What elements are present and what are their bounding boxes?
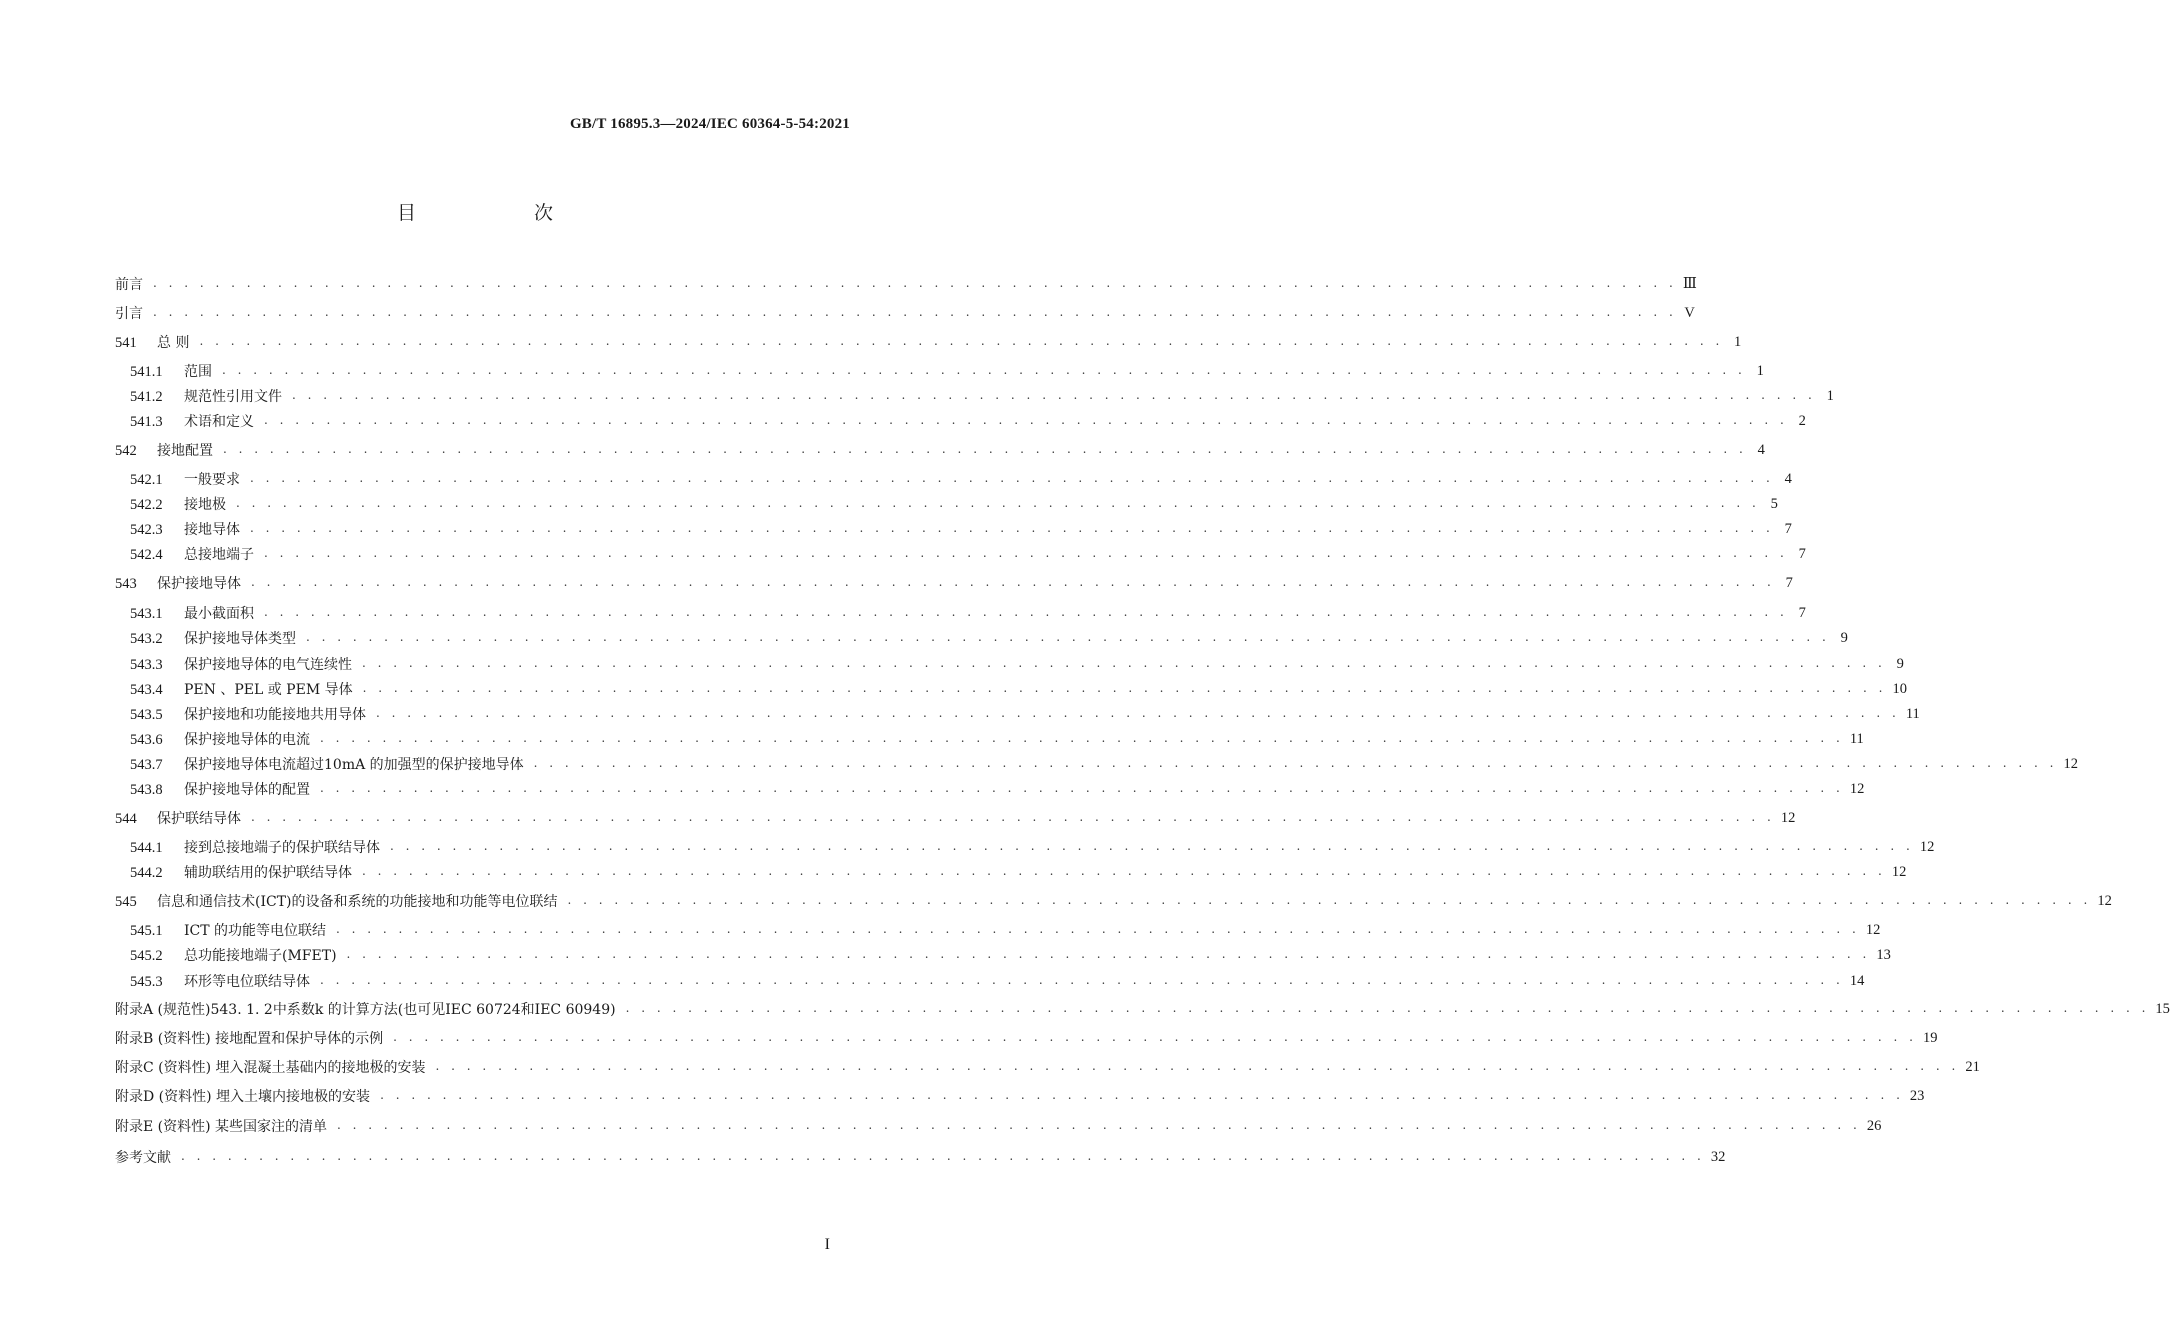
toc-entry-number: 545.2 bbox=[130, 948, 163, 964]
dot-leader: . . . . . . . . . . . . . . . . . . . . . . . . . . . . . . . . . . . . . . . . . . . . . . . . . . . . . . . . . . . . . . . . . . . . . . . . . . . . . . . . . . . . . . . . . . . . . . . . . . bbox=[236, 496, 1760, 510]
toc-entry-label bbox=[115, 999, 616, 1019]
standard-code: GB/T 16895.3—2024/IEC 60364-5-54:2021 bbox=[569, 116, 850, 132]
toc-entry-label bbox=[130, 519, 240, 539]
toc-entry-number: 541.3 bbox=[130, 414, 163, 430]
dot-leader: . . . . . . . . . . . . . . . . . . . . . . . . . . . . . . . . . . . . . . . . . . . . . . . . . . . . . . . . . . . . . . . . . . . . . . . . . . . . . . . . . . . . . . . . . . . . . . . . . . bbox=[380, 1088, 1904, 1102]
toc-entry-page: 9 bbox=[1896, 655, 1904, 672]
toc-entry-page: 12 bbox=[2063, 755, 2078, 772]
toc-entry-title: 前言 bbox=[115, 277, 143, 293]
toc-entry[interactable] bbox=[115, 1084, 1925, 1108]
toc-entry-page: 7 bbox=[1798, 545, 1806, 562]
toc-entry-label bbox=[130, 920, 326, 940]
toc-entry[interactable] bbox=[115, 1145, 1726, 1169]
toc-entry-page: 5 bbox=[1770, 495, 1778, 512]
toc-entry-page: 7 bbox=[1798, 604, 1806, 621]
toc-entry-label bbox=[130, 654, 352, 674]
toc-entry-number: 542.2 bbox=[130, 497, 163, 513]
dot-leader: . . . . . . . . . . . . . . . . . . . . . . . . . . . . . . . . . . . . . . . . . . . . . . . . . . . . . . . . . . . . . . . . . . . . . . . . . . . . . . . . . . . . . . . . . . . . . . . . . . bbox=[376, 706, 1900, 720]
toc-entry-label bbox=[130, 361, 212, 381]
toc-entry-number: 544 bbox=[115, 811, 137, 827]
dot-leader: . . . . . . . . . . . . . . . . . . . . . . . . . . . . . . . . . . . . . . . . . . . . . . . . . . . . . . . . . . . . . . . . . . . . . . . . . . . . . . . . . . . . . . . . . . . . . . . . . . bbox=[320, 731, 1844, 745]
toc-entry-page: V bbox=[1684, 304, 1695, 321]
toc-entry[interactable] bbox=[130, 542, 1806, 566]
dot-leader: . . . . . . . . . . . . . . . . . . . . . . . . . . . . . . . . . . . . . . . . . . . . . . . . . . . . . . . . . . . . . . . . . . . . . . . . . . . . . . . . . . . . . . . . . . . . . . . . . . bbox=[435, 1059, 1960, 1073]
toc-entry[interactable] bbox=[130, 860, 1907, 884]
toc-entry-title: 附录D (资料性) 埋入土壤内接地极的安装 bbox=[115, 1089, 371, 1105]
toc-entry-label bbox=[115, 1086, 370, 1106]
toc-entry-title: 保护接地导体的配置 bbox=[184, 782, 310, 798]
toc-entry-label bbox=[130, 779, 310, 799]
toc-entry-title: 总 则 bbox=[157, 335, 190, 351]
toc-entry[interactable] bbox=[130, 601, 1806, 625]
toc-entry-label bbox=[130, 494, 226, 514]
toc-entry-title: 保护接地导体的电流 bbox=[184, 732, 310, 748]
toc-entry-page: 23 bbox=[1909, 1087, 1925, 1104]
toc-entry-label bbox=[115, 1147, 171, 1167]
toc-entry-page: 1 bbox=[1826, 387, 1834, 404]
toc-entry-label bbox=[115, 1028, 383, 1048]
dot-leader: . . . . . . . . . . . . . . . . . . . . . . . . . . . . . . . . . . . . . . . . . . . . . . . . . . . . . . . . . . . . . . . . . . . . . . . . . . . . . . . . . . . . . . . . . . . . . . . . . . bbox=[264, 413, 1788, 427]
toc-entry-label bbox=[115, 1057, 426, 1077]
toc-entry-number: 543.4 bbox=[130, 682, 163, 698]
toc-entry-label bbox=[115, 303, 143, 323]
toc-entry-page: 12 bbox=[1919, 838, 1935, 855]
dot-leader: . . . . . . . . . . . . . . . . . . . . . . . . . . . . . . . . . . . . . . . . . . . . . . . . . . . . . . . . . . . . . . . . . . . . . . . . . . . . . . . . . . . . . . . . . . . . . . . . . . bbox=[181, 1149, 1705, 1163]
dot-leader: . . . . . . . . . . . . . . . . . . . . . . . . . . . . . . . . . . . . . . . . . . . . . . . . . . . . . . . . . . . . . . . . . . . . . . . . . . . . . . . . . . . . . . . . . . . . . . . . . . bbox=[153, 305, 1677, 319]
toc-entry-label bbox=[130, 603, 254, 623]
toc-entry-title: 总功能接地端子(MFET) bbox=[184, 948, 337, 964]
toc-entry-page: 12 bbox=[1849, 780, 1865, 797]
dot-leader: . . . . . . . . . . . . . . . . . . . . . . . . . . . . . . . . . . . . . . . . . . . . . . . . . . . . . . . . . . . . . . . . . . . . . . . . . . . . . . . . . . . . . . . . . . . . . . . . . . bbox=[223, 442, 1747, 456]
toc-entry-page: 4 bbox=[1784, 470, 1792, 487]
toc-entry[interactable] bbox=[130, 702, 1920, 726]
dot-leader: . . . . . . . . . . . . . . . . . . . . . . . . . . . . . . . . . . . . . . . . . . . . . . . . . . . . . . . . . . . . . . . . . . . . . . . . . . . . . . . . . . . . . . . . . . . . . . . . . . bbox=[306, 630, 1830, 644]
toc-entry[interactable] bbox=[115, 301, 1695, 325]
toc-entry-page: 12 bbox=[1865, 921, 1881, 938]
toc-entry-title: 总接地端子 bbox=[184, 547, 254, 563]
dot-leader: . . . . . . . . . . . . . . . . . . . . . . . . . . . . . . . . . . . . . . . . . . . . . . . . . . . . . . . . . . . . . . . . . . . . . . . . . . . . . . . . . . . . . . . . . . . . . . . . . . bbox=[320, 973, 1844, 987]
toc-entry-page: 11 bbox=[1905, 705, 1920, 722]
toc-entry-label bbox=[130, 469, 240, 489]
toc-entry-label bbox=[130, 754, 524, 774]
dot-leader: . . . . . . . . . . . . . . . . . . . . . . . . . . . . . . . . . . . . . . . . . . . . . . . . . . . . . . . . . . . . . . . . . . . . . . . . . . . . . . . . . . . . . . . . . . . . . . . . . . bbox=[337, 1118, 1861, 1132]
dot-leader: . . . . . . . . . . . . . . . . . . . . . . . . . . . . . . . . . . . . . . . . . . . . . . . . . . . . . . . . . . . . . . . . . . . . . . . . . . . . . . . . . . . . . . . . . . . . . . . . . . bbox=[362, 656, 1886, 670]
toc-entry-label bbox=[130, 679, 353, 699]
toc-entry-page: 7 bbox=[1785, 574, 1793, 591]
toc-entry-title: 范围 bbox=[184, 364, 212, 380]
dot-leader: . . . . . . . . . . . . . . . . . . . . . . . . . . . . . . . . . . . . . . . . . . . . . . . . . . . . . . . . . . . . . . . . . . . . . . . . . . . . . . . . . . . . . . . . . . . . . . . . . . bbox=[292, 388, 1816, 402]
toc-entry-label bbox=[115, 274, 143, 294]
dot-leader: . . . . . . . . . . . . . . . . . . . . . . . . . . . . . . . . . . . . . . . . . . . . . . . . . . . . . . . . . . . . . . . . . . . . . . . . . . . . . . . . . . . . . . . . . . . . . . . . . . bbox=[222, 363, 1746, 377]
toc-entry-page: 32 bbox=[1710, 1148, 1726, 1165]
toc-entry-title: 接到总接地端子的保护联结导体 bbox=[184, 840, 380, 856]
toc-entry-label bbox=[130, 945, 337, 965]
toc-entry-title: 附录E (资料性) 某些国家注的清单 bbox=[115, 1119, 328, 1135]
toc-entry-page: 15 bbox=[2155, 1000, 2170, 1017]
toc-entry-title: 附录A (规范性)543. 1. 2中系数k 的计算方法(也可见IEC 60724和IEC 60949) bbox=[115, 1002, 616, 1018]
page-number: I bbox=[824, 1236, 830, 1253]
toc-entry[interactable] bbox=[130, 969, 1865, 993]
toc-entry-title: 一般要求 bbox=[184, 472, 240, 488]
toc-entry-label bbox=[130, 544, 254, 564]
toc-title: 目 次 bbox=[396, 202, 610, 224]
toc-entry[interactable] bbox=[130, 752, 2078, 776]
toc-entry-number: 543.6 bbox=[130, 732, 163, 748]
toc-entry[interactable] bbox=[115, 1114, 1882, 1138]
toc-entry-title: 保护接地和功能接地共用导体 bbox=[184, 707, 366, 723]
toc-entry[interactable] bbox=[130, 727, 1864, 751]
dot-leader: . . . . . . . . . . . . . . . . . . . . . . . . . . . . . . . . . . . . . . . . . . . . . . . . . . . . . . . . . . . . . . . . . . . . . . . . . . . . . . . . . . . . . . . . . . . . . . . . . . bbox=[533, 756, 2058, 770]
toc-entry[interactable] bbox=[115, 1055, 1980, 1079]
dot-leader: . . . . . . . . . . . . . . . . . . . . . . . . . . . . . . . . . . . . . . . . . . . . . . . . . . . . . . . . . . . . . . . . . . . . . . . . . . . . . . . . . . . . . . . . . . . . . . . . . . bbox=[567, 893, 2092, 907]
toc-entry-number: 542.4 bbox=[130, 547, 163, 563]
toc-entry-label bbox=[130, 411, 254, 431]
toc-entry[interactable] bbox=[130, 918, 1881, 942]
toc-entry-number: 541 bbox=[115, 335, 137, 351]
toc-entry-page: 1 bbox=[1756, 362, 1764, 379]
dot-leader: . . . . . . . . . . . . . . . . . . . . . . . . . . . . . . . . . . . . . . . . . . . . . . . . . . . . . . . . . . . . . . . . . . . . . . . . . . . . . . . . . . . . . . . . . . . . . . . . . . bbox=[336, 922, 1860, 936]
dot-leader: . . . . . . . . . . . . . . . . . . . . . . . . . . . . . . . . . . . . . . . . . . . . . . . . . . . . . . . . . . . . . . . . . . . . . . . . . . . . . . . . . . . . . . . . . . . . . . . . . . bbox=[251, 575, 1775, 589]
toc-entry-title: 规范性引用文件 bbox=[184, 389, 282, 405]
toc-entry-page: 19 bbox=[1922, 1029, 1938, 1046]
toc-entry[interactable] bbox=[115, 889, 2112, 913]
toc-entry-label bbox=[130, 862, 352, 882]
toc-entry-page: 4 bbox=[1757, 441, 1765, 458]
toc-entry-number: 541.2 bbox=[130, 389, 163, 405]
toc-entry-page: 7 bbox=[1784, 520, 1792, 537]
toc-entry-page: 26 bbox=[1866, 1117, 1882, 1134]
toc-entry-page: 12 bbox=[1780, 809, 1796, 826]
toc-entry-number: 543.2 bbox=[130, 631, 163, 647]
toc-entry-number: 545 bbox=[115, 894, 137, 910]
toc-entry-title: 信息和通信技术(ICT)的设备和系统的功能接地和功能等电位联结 bbox=[157, 894, 558, 910]
toc-entry[interactable] bbox=[130, 517, 1792, 541]
toc-entry-page: 14 bbox=[1849, 972, 1865, 989]
dot-leader: . . . . . . . . . . . . . . . . . . . . . . . . . . . . . . . . . . . . . . . . . . . . . . . . . . . . . . . . . . . . . . . . . . . . . . . . . . . . . . . . . . . . . . . . . . . . . . . . . . bbox=[264, 546, 1788, 560]
dot-leader: . . . . . . . . . . . . . . . . . . . . . . . . . . . . . . . . . . . . . . . . . . . . . . . . . . . . . . . . . . . . . . . . . . . . . . . . . . . . . . . . . . . . . . . . . . . . . . . . . . bbox=[393, 1030, 1917, 1044]
toc-entry-title: 最小截面积 bbox=[184, 606, 254, 622]
toc-entry-title: 参考文献 bbox=[115, 1150, 171, 1166]
toc-entry-page: 21 bbox=[1965, 1058, 1980, 1075]
toc-entry-title: 术语和定义 bbox=[184, 414, 254, 430]
toc-entry[interactable] bbox=[130, 492, 1778, 516]
toc-entry-number: 542.1 bbox=[130, 472, 163, 488]
toc-entry-label bbox=[115, 332, 189, 352]
toc-entry-page: Ⅲ bbox=[1682, 275, 1697, 292]
toc-entry-number: 543 bbox=[115, 576, 137, 592]
toc-entry-number: 545.1 bbox=[130, 923, 163, 939]
toc-entry-label bbox=[130, 704, 366, 724]
toc-entry-title: 保护接地导体类型 bbox=[184, 631, 296, 647]
toc-entry-label bbox=[115, 808, 241, 828]
toc-entry-page: 12 bbox=[1891, 863, 1907, 880]
toc-entry[interactable] bbox=[115, 438, 1765, 462]
dot-leader: . . . . . . . . . . . . . . . . . . . . . . . . . . . . . . . . . . . . . . . . . . . . . . . . . . . . . . . . . . . . . . . . . . . . . . . . . . . . . . . . . . . . . . . . . . . . . . . . . . bbox=[199, 334, 1724, 348]
dot-leader: . . . . . . . . . . . . . . . . . . . . . . . . . . . . . . . . . . . . . . . . . . . . . . . . . . . . . . . . . . . . . . . . . . . . . . . . . . . . . . . . . . . . . . . . . . . . . . . . . . bbox=[251, 810, 1775, 824]
toc-entry-title: 附录C (资料性) 埋入混凝土基础内的接地极的安装 bbox=[115, 1060, 426, 1076]
toc-entry-page: 10 bbox=[1892, 680, 1907, 697]
toc-entry-title: 保护接地导体的电气连续性 bbox=[184, 657, 352, 673]
toc-entry-label bbox=[130, 971, 310, 991]
toc-entry[interactable] bbox=[130, 943, 1891, 967]
toc-entry[interactable] bbox=[115, 1026, 1938, 1050]
toc-entry-page: 13 bbox=[1876, 946, 1891, 963]
toc-entry-title: PEN 、PEL 或 PEM 导体 bbox=[184, 682, 353, 698]
toc-entry[interactable] bbox=[130, 409, 1806, 433]
toc-entry-title: 环形等电位联结导体 bbox=[184, 974, 310, 990]
toc-entry-page: 9 bbox=[1840, 629, 1848, 646]
toc-entry-number: 545.3 bbox=[130, 974, 163, 990]
toc-entry[interactable] bbox=[115, 806, 1796, 830]
toc-entry-label bbox=[115, 1116, 327, 1136]
toc-entry-number: 543.1 bbox=[130, 606, 163, 622]
toc-entry[interactable] bbox=[115, 272, 1697, 296]
toc-entry-number: 544.2 bbox=[130, 865, 163, 881]
toc-entry[interactable] bbox=[130, 835, 1935, 859]
toc-entry[interactable] bbox=[130, 626, 1848, 650]
toc-entry-title: 接地配置 bbox=[157, 443, 213, 459]
toc-entry-number: 543.3 bbox=[130, 657, 163, 673]
dot-leader: . . . . . . . . . . . . . . . . . . . . . . . . . . . . . . . . . . . . . . . . . . . . . . . . . . . . . . . . . . . . . . . . . . . . . . . . . . . . . . . . . . . . . . . . . . . . . . . . . . bbox=[390, 839, 1914, 853]
toc-entry[interactable] bbox=[130, 384, 1834, 408]
toc-entry-page: 11 bbox=[1849, 730, 1864, 747]
toc-entry-title: 引言 bbox=[115, 306, 143, 322]
dot-leader: . . . . . . . . . . . . . . . . . . . . . . . . . . . . . . . . . . . . . . . . . . . . . . . . . . . . . . . . . . . . . . . . . . . . . . . . . . . . . . . . . . . . . . . . . . . . . . . . . . bbox=[153, 276, 1677, 290]
toc-entry-title: 保护联结导体 bbox=[157, 811, 241, 827]
dot-leader: . . . . . . . . . . . . . . . . . . . . . . . . . . . . . . . . . . . . . . . . . . . . . . . . . . . . . . . . . . . . . . . . . . . . . . . . . . . . . . . . . . . . . . . . . . . . . . . . . . bbox=[320, 781, 1844, 795]
toc-entry[interactable] bbox=[130, 359, 1764, 383]
toc-entry[interactable] bbox=[130, 777, 1865, 801]
dot-leader: . . . . . . . . . . . . . . . . . . . . . . . . . . . . . . . . . . . . . . . . . . . . . . . . . . . . . . . . . . . . . . . . . . . . . . . . . . . . . . . . . . . . . . . . . . . . . . . . . . bbox=[346, 947, 1871, 961]
toc-entry-number: 543.7 bbox=[130, 757, 163, 773]
toc-entry-label bbox=[115, 573, 241, 593]
toc-entry-number: 541.1 bbox=[130, 364, 163, 380]
toc-entry-label bbox=[130, 628, 296, 648]
toc-entry-title: 辅助联结用的保护联结导体 bbox=[184, 865, 352, 881]
dot-leader: . . . . . . . . . . . . . . . . . . . . . . . . . . . . . . . . . . . . . . . . . . . . . . . . . . . . . . . . . . . . . . . . . . . . . . . . . . . . . . . . . . . . . . . . . . . . . . . . . . bbox=[362, 864, 1886, 878]
toc-entry-title: 保护接地导体电流超过10mA 的加强型的保护接地导体 bbox=[184, 757, 524, 773]
toc-entry[interactable] bbox=[115, 997, 2170, 1021]
toc-entry-number: 542.3 bbox=[130, 522, 163, 538]
toc-entry-label bbox=[130, 386, 282, 406]
dot-leader: . . . . . . . . . . . . . . . . . . . . . . . . . . . . . . . . . . . . . . . . . . . . . . . . . . . . . . . . . . . . . . . . . . . . . . . . . . . . . . . . . . . . . . . . . . . . . . . . . . bbox=[250, 521, 1774, 535]
toc-entry-page: 1 bbox=[1734, 333, 1742, 350]
toc-entry-label bbox=[115, 440, 213, 460]
toc-entry-title: 接地极 bbox=[184, 497, 226, 513]
toc-entry-title: ICT 的功能等电位联结 bbox=[184, 923, 327, 939]
toc-entry-number: 544.1 bbox=[130, 840, 163, 856]
toc-entry[interactable] bbox=[130, 467, 1792, 491]
toc-entry[interactable] bbox=[115, 571, 1793, 595]
toc-entry-number: 543.8 bbox=[130, 782, 163, 798]
dot-leader: . . . . . . . . . . . . . . . . . . . . . . . . . . . . . . . . . . . . . . . . . . . . . . . . . . . . . . . . . . . . . . . . . . . . . . . . . . . . . . . . . . . . . . . . . . . . . . . . . . bbox=[250, 471, 1774, 485]
toc-entry-page: 12 bbox=[2097, 892, 2112, 909]
dot-leader: . . . . . . . . . . . . . . . . . . . . . . . . . . . . . . . . . . . . . . . . . . . . . . . . . . . . . . . . . . . . . . . . . . . . . . . . . . . . . . . . . . . . . . . . . . . . . . . . . . bbox=[362, 681, 1887, 695]
dot-leader: . . . . . . . . . . . . . . . . . . . . . . . . . . . . . . . . . . . . . . . . . . . . . . . . . . . . . . . . . . . . . . . . . . . . . . . . . . . . . . . . . . . . . . . . . . . . . . . . . . bbox=[264, 605, 1788, 619]
toc-entry-label bbox=[130, 729, 310, 749]
toc-entry[interactable] bbox=[130, 677, 1907, 701]
dot-leader: . . . . . . . . . . . . . . . . . . . . . . . . . . . . . . . . . . . . . . . . . . . . . . . . . . . . . . . . . . . . . . . . . . . . . . . . . . . . . . . . . . . . . . . . . . . . . . . . . . bbox=[625, 1001, 2150, 1015]
toc-entry[interactable] bbox=[130, 652, 1904, 676]
toc-entry-number: 542 bbox=[115, 443, 137, 459]
toc-entry-label bbox=[130, 837, 380, 857]
toc-entry-title: 附录B (资料性) 接地配置和保护导体的示例 bbox=[115, 1031, 384, 1047]
toc-entry-title: 接地导体 bbox=[184, 522, 240, 538]
toc-entry-title: 保护接地导体 bbox=[157, 576, 241, 592]
toc-entry-page: 2 bbox=[1798, 412, 1806, 429]
toc-entry[interactable] bbox=[115, 330, 1742, 354]
toc-entry-label bbox=[115, 891, 558, 911]
toc-entry-number: 543.5 bbox=[130, 707, 163, 723]
